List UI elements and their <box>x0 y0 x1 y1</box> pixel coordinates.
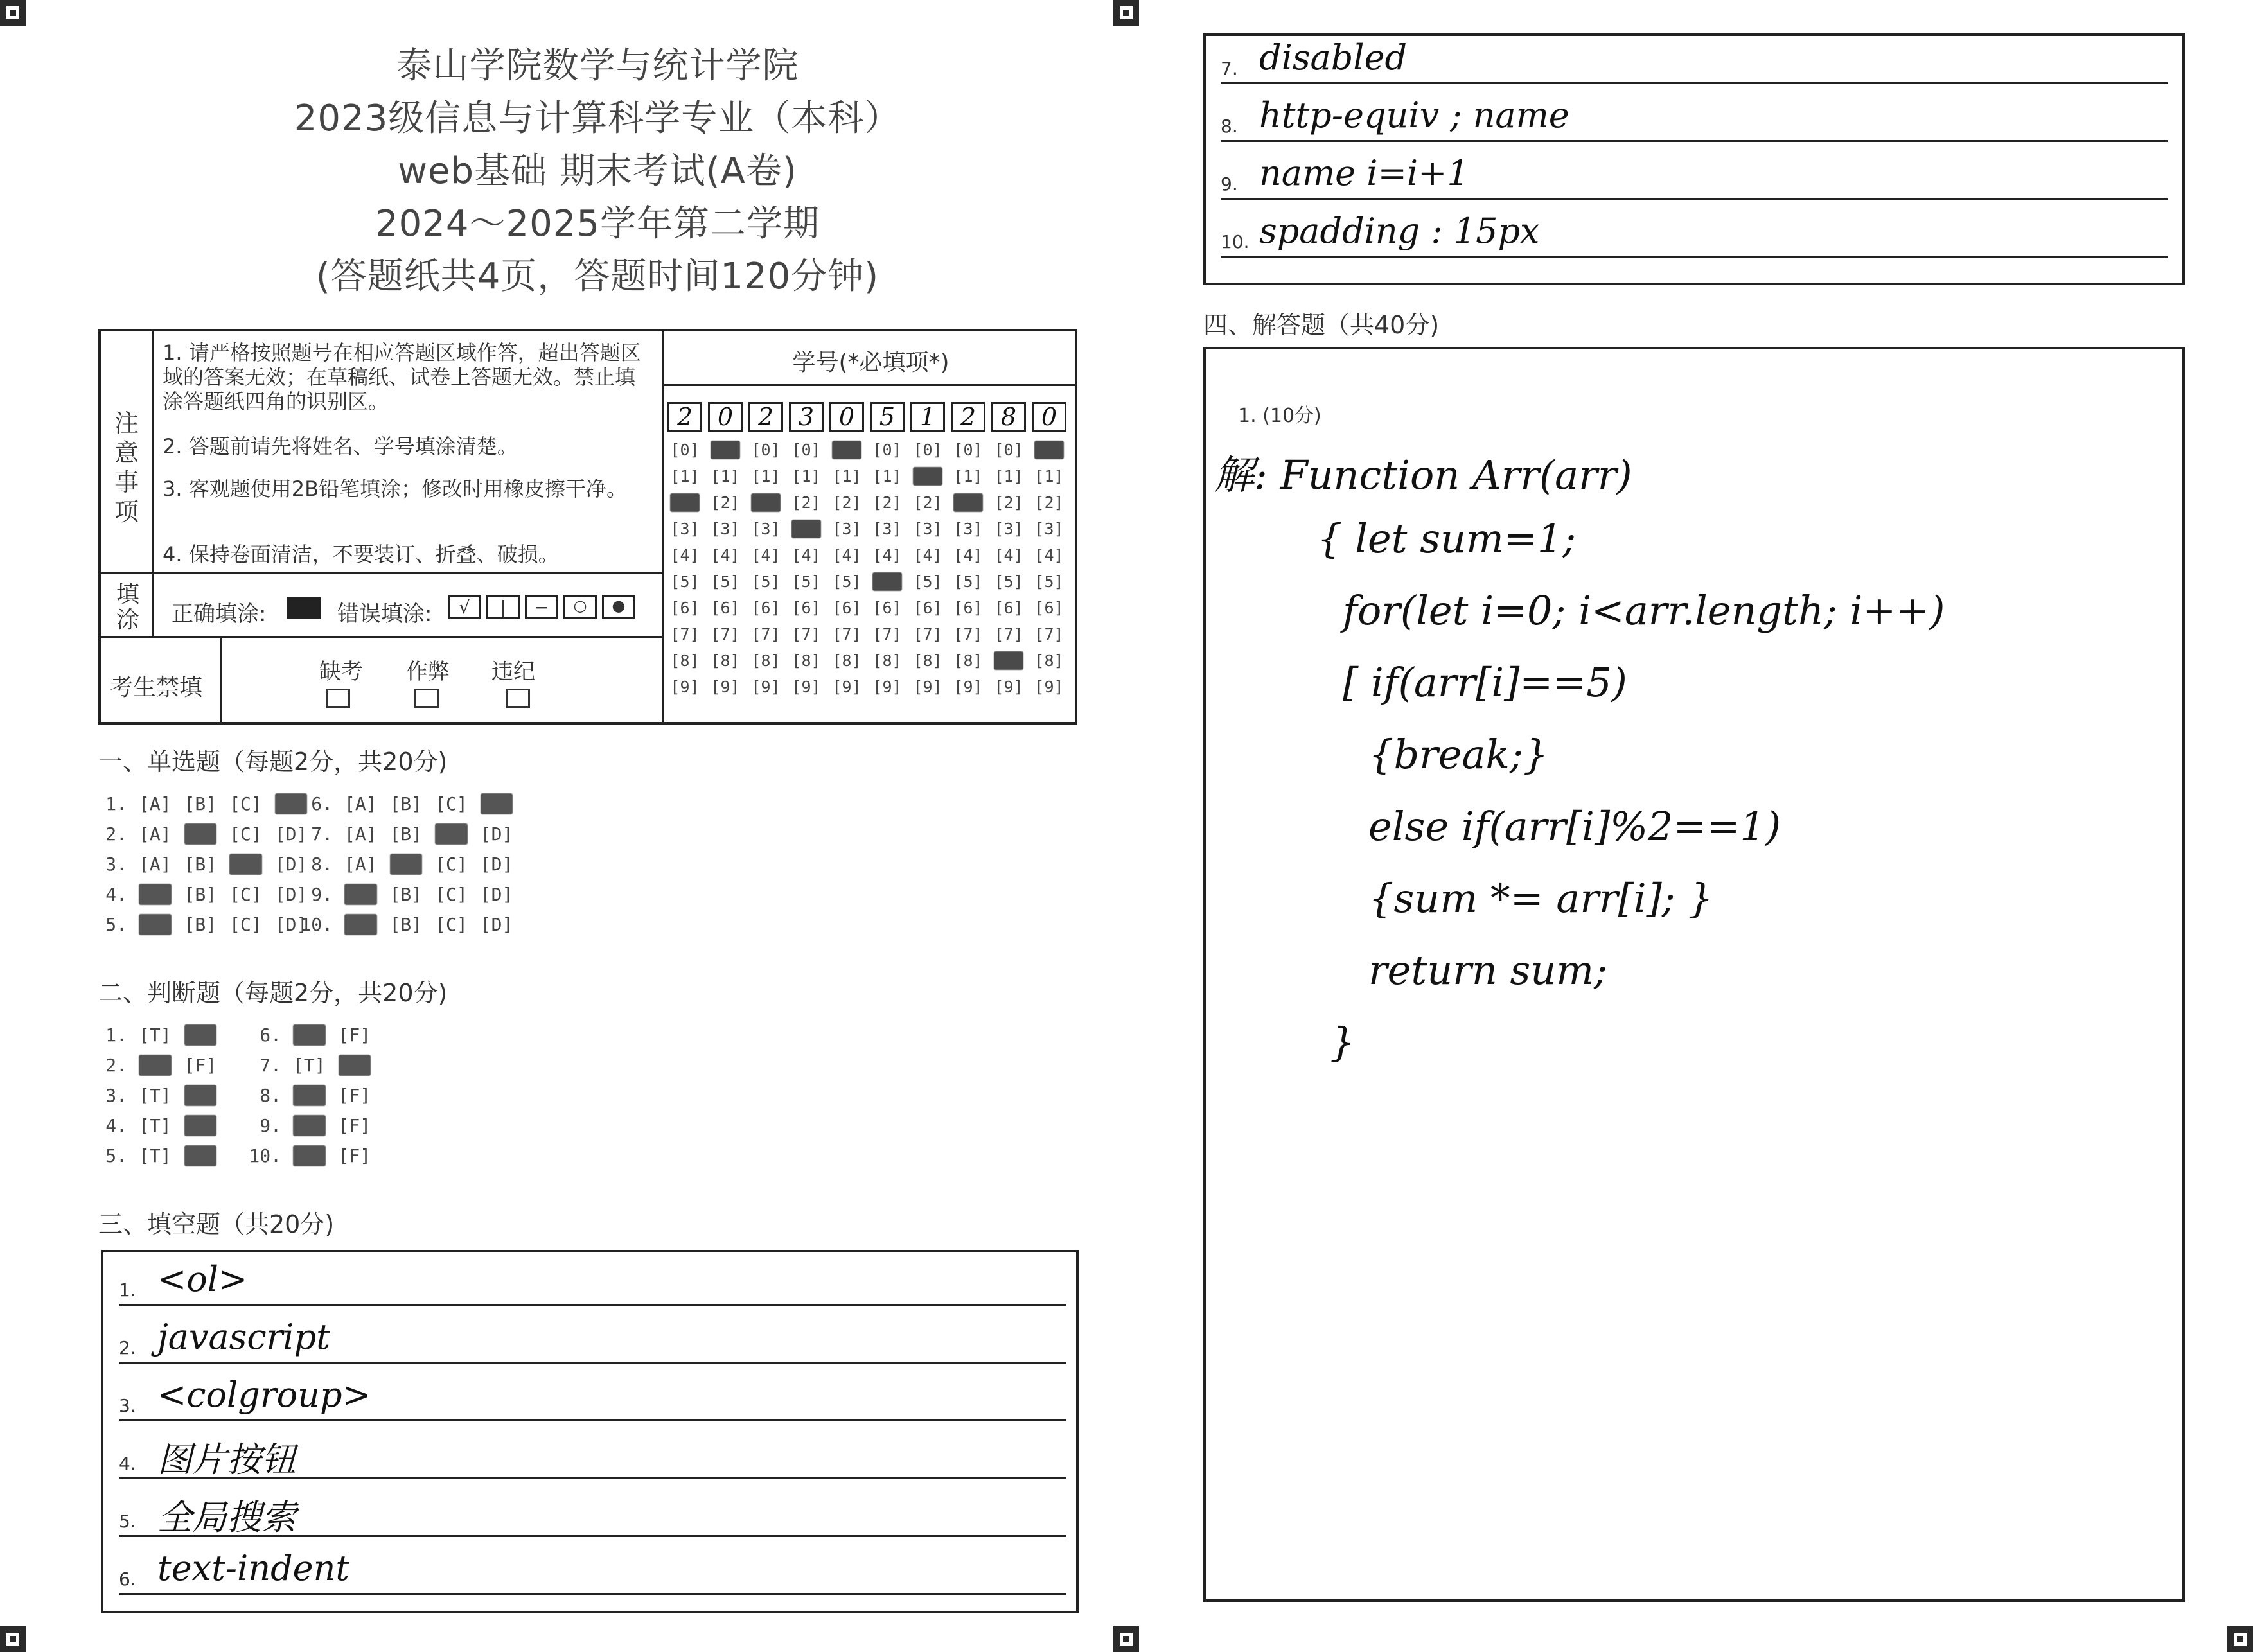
student-id-bubble[interactable]: [4] <box>751 546 781 565</box>
choice-option-d[interactable]: [D] <box>480 914 513 935</box>
tf-row <box>244 1024 384 1046</box>
tf-option-t[interactable]: [T] <box>293 1115 326 1136</box>
header-major: 2023级信息与计算科学专业（本科） <box>294 98 901 139</box>
notice-item-2: 2. 答题前请先将姓名、学号填涂清楚。 <box>163 434 518 459</box>
tf-option-f[interactable]: [F] <box>184 1115 217 1136</box>
tf-option-f[interactable]: [F] <box>184 1145 217 1166</box>
student-id-bubble[interactable]: [2] <box>711 493 740 512</box>
tf-question-number: 7. <box>260 1055 281 1076</box>
choice-option-c[interactable]: [C] <box>229 884 262 905</box>
tf-option-f[interactable]: [F] <box>184 1024 217 1046</box>
tf-row <box>244 1115 384 1136</box>
student-id-bubble[interactable]: [6] <box>994 599 1023 617</box>
q1-code-line: for(let i=0; i<arr.length; i++) <box>1343 587 1945 634</box>
tf-option-f[interactable]: [F] <box>184 1085 217 1106</box>
student-id-bubble[interactable]: [4] <box>832 546 861 565</box>
tf-row <box>244 1085 384 1106</box>
single-choice-title: 一、单选题（每题2分，共20分) <box>98 748 448 776</box>
choice-option-b[interactable]: [B] <box>389 793 423 814</box>
student-id-bubble[interactable]: [8] <box>751 651 781 670</box>
choice-row <box>90 884 320 905</box>
tf-row <box>244 1055 384 1076</box>
q1-code-line: } <box>1330 1019 1356 1066</box>
student-id-bubble[interactable]: [7] <box>1034 625 1064 644</box>
student-id-bubble[interactable]: [9] <box>711 678 740 696</box>
student-id-bubble[interactable]: [4] <box>913 546 942 565</box>
student-id-bubble[interactable]: [1] <box>791 467 821 486</box>
student-id-bubble[interactable]: [7] <box>791 625 821 644</box>
fill-blank-answer[interactable]: disabled <box>1259 37 1408 78</box>
student-id-bubble[interactable]: [8] <box>670 651 700 670</box>
choice-option-a[interactable]: [A] <box>344 914 377 935</box>
forbid-violation-checkbox[interactable] <box>506 689 530 708</box>
corner-marker-bottom-center <box>1113 1626 1139 1652</box>
choice-option-d[interactable]: [D] <box>274 854 308 875</box>
q1-code-line: {break;} <box>1368 731 1549 778</box>
notice-item-4: 4. 保持卷面清洁，不要装订、折叠、破损。 <box>163 542 559 567</box>
notice-item-3: 3. 客观题使用2B铅笔填涂；修改时用橡皮擦干净。 <box>163 477 628 501</box>
tf-row <box>90 1024 229 1046</box>
student-id-bubble[interactable]: [7] <box>832 625 861 644</box>
student-id-bubble[interactable]: [1] <box>751 467 781 486</box>
tf-option-f[interactable]: [F] <box>184 1055 217 1076</box>
fill-blank-number: 6. <box>119 1569 136 1590</box>
fill-blank-line <box>1221 198 2168 200</box>
fill-blank-number: 2. <box>119 1337 136 1358</box>
student-id-bubble[interactable]: [6] <box>791 599 821 617</box>
header-exam: web基础 期末考试(A卷) <box>398 150 797 192</box>
forbid-cheat-checkbox[interactable] <box>414 689 439 708</box>
tf-question-number: 3. <box>105 1085 127 1106</box>
choice-option-c[interactable]: [C] <box>435 884 468 905</box>
tf-question-number: 2. <box>105 1055 127 1076</box>
forbid-violation-label: 违纪 <box>491 659 535 685</box>
choice-option-b[interactable]: [B] <box>184 914 217 935</box>
student-id-bubble[interactable]: [1] <box>711 467 740 486</box>
student-id-bubble[interactable]: [7] <box>751 625 781 644</box>
tf-option-f[interactable]: [F] <box>338 1024 371 1046</box>
choice-option-c[interactable]: [C] <box>229 854 262 875</box>
fill-blank-title: 三、填空题（共20分) <box>98 1210 335 1238</box>
choice-option-a[interactable]: [A] <box>139 914 172 935</box>
student-id-digit: 2 <box>951 402 985 432</box>
student-id-bubble[interactable]: [7] <box>711 625 740 644</box>
student-id-bubble[interactable]: [0] <box>711 441 740 459</box>
choice-row <box>296 914 526 935</box>
fill-blank-answer[interactable]: <colgroup> <box>157 1375 371 1415</box>
student-id-bubble[interactable]: [9] <box>670 678 700 696</box>
choice-option-a[interactable]: [A] <box>344 854 377 875</box>
student-id-bubble[interactable]: [5] <box>670 572 700 591</box>
notice-box <box>98 329 1077 725</box>
tf-option-t[interactable]: [T] <box>139 1024 172 1046</box>
student-id-bubble[interactable]: [8] <box>953 651 983 670</box>
student-id-bubble[interactable]: [9] <box>994 678 1023 696</box>
student-id-digit: 3 <box>789 402 824 432</box>
choice-option-d[interactable]: [D] <box>274 823 308 845</box>
tf-question-number: 4. <box>105 1115 127 1136</box>
choice-row <box>296 823 526 845</box>
student-id-bubble[interactable]: [8] <box>913 651 942 670</box>
choice-question-number: 4. <box>105 884 127 905</box>
tf-option-t[interactable]: [T] <box>293 1085 326 1106</box>
student-id-bubble[interactable]: [3] <box>751 520 781 538</box>
choice-option-b[interactable]: [B] <box>184 854 217 875</box>
student-id-digit: 0 <box>829 402 864 432</box>
fill-blank-answer[interactable]: 图片按钮 <box>157 1439 296 1480</box>
notice-label: 注 意 事 项 <box>114 409 139 526</box>
choice-row <box>90 914 320 935</box>
choice-option-a[interactable]: [A] <box>139 793 172 814</box>
q1-code-line: return sum; <box>1368 947 1607 994</box>
student-id-bubble[interactable]: [8] <box>994 651 1023 670</box>
fill-blank-line <box>119 1362 1066 1364</box>
student-id-bubble[interactable]: [9] <box>1034 678 1064 696</box>
forbid-absent-checkbox[interactable] <box>326 689 350 708</box>
choice-option-d[interactable]: [D] <box>274 793 308 814</box>
student-id-bubble[interactable]: [2] <box>670 493 700 512</box>
tf-option-t[interactable]: [T] <box>293 1055 326 1076</box>
choice-question-number: 5. <box>105 914 127 935</box>
student-id-bubble[interactable]: [3] <box>872 520 902 538</box>
student-id-bubble[interactable]: [8] <box>711 651 740 670</box>
choice-option-a[interactable]: [A] <box>344 793 377 814</box>
student-id-bubble[interactable]: [2] <box>953 493 983 512</box>
true-false-title: 二、判断题（每题2分，共20分) <box>98 979 448 1007</box>
fill-blank-line <box>119 1304 1066 1306</box>
student-id-bubble[interactable]: [4] <box>953 546 983 565</box>
choice-option-c[interactable]: [C] <box>435 793 468 814</box>
student-id-digit: 0 <box>708 402 743 432</box>
student-id-bubble[interactable]: [7] <box>913 625 942 644</box>
student-id-bubble[interactable]: [0] <box>832 441 861 459</box>
student-id-bubble[interactable]: [8] <box>791 651 821 670</box>
student-id-bubble[interactable]: [6] <box>751 599 781 617</box>
header-note: (答题纸共4页，答题时间120分钟) <box>315 256 879 297</box>
tf-row <box>244 1145 384 1166</box>
fill-blank-answer[interactable]: http-equiv ; name <box>1259 95 1569 136</box>
tf-question-number: 1. <box>105 1024 127 1046</box>
student-id-bubble[interactable]: [7] <box>953 625 983 644</box>
choice-option-b[interactable]: [B] <box>389 914 423 935</box>
choice-option-a[interactable]: [A] <box>139 884 172 905</box>
student-id-bubble[interactable]: [1] <box>670 467 700 486</box>
student-id-title: 学号(*必填项*) <box>792 349 950 376</box>
choice-option-c[interactable]: [C] <box>229 793 262 814</box>
student-id-bubble[interactable]: [3] <box>1034 520 1064 538</box>
choice-question-number: 9. <box>311 884 333 905</box>
choice-question-number: 3. <box>105 854 127 875</box>
student-id-bubble[interactable]: [4] <box>791 546 821 565</box>
q1-code-line: [ if(arr[i]==5) <box>1343 659 1627 706</box>
choice-row <box>296 884 526 905</box>
student-id-bubble[interactable]: [0] <box>1034 441 1064 459</box>
fill-blank-answer[interactable]: text-indent <box>157 1548 350 1588</box>
choice-option-a[interactable]: [A] <box>139 854 172 875</box>
student-id-bubble[interactable]: [6] <box>872 599 902 617</box>
choice-row <box>296 854 526 875</box>
student-id-digit: 2 <box>748 402 783 432</box>
tf-row <box>90 1115 229 1136</box>
fill-blank-number: 8. <box>1221 116 1238 137</box>
choice-question-number: 6. <box>311 793 333 814</box>
tf-row <box>90 1055 229 1076</box>
student-id-bubble[interactable]: [1] <box>872 467 902 486</box>
choice-option-d[interactable]: [D] <box>480 793 513 814</box>
student-id-bubble[interactable]: [3] <box>913 520 942 538</box>
tf-row <box>90 1085 229 1106</box>
choice-option-b[interactable]: [B] <box>184 884 217 905</box>
student-id-bubble[interactable]: [3] <box>953 520 983 538</box>
student-id-bubble[interactable]: [3] <box>791 520 821 538</box>
student-id-bubble[interactable]: [0] <box>994 441 1023 459</box>
corner-marker-top-left <box>0 0 26 26</box>
choice-option-a[interactable]: [A] <box>344 823 377 845</box>
fill-blank-number: 4. <box>119 1453 136 1474</box>
q1-label: 1. (10分) <box>1238 405 1321 427</box>
choice-option-b[interactable]: [B] <box>184 793 217 814</box>
student-id-bubble[interactable]: [6] <box>953 599 983 617</box>
q1-code-line: {sum *= arr[i]; } <box>1368 875 1713 922</box>
fill-blank-number: 9. <box>1221 173 1238 195</box>
tf-option-t[interactable]: [T] <box>139 1115 172 1136</box>
student-id-bubble[interactable]: [5] <box>913 572 942 591</box>
student-id-bubble[interactable]: [2] <box>872 493 902 512</box>
correct-fill-label: 正确填涂: <box>172 601 267 627</box>
corner-marker-top-center <box>1113 0 1139 26</box>
forbid-absent-label: 缺考 <box>319 659 363 685</box>
tf-question-number: 9. <box>260 1115 281 1136</box>
fill-blank-answer[interactable]: spadding : 15px <box>1259 211 1540 251</box>
student-id-bubble[interactable]: [5] <box>791 572 821 591</box>
student-id-bubble[interactable]: [0] <box>872 441 902 459</box>
fill-blank-number: 1. <box>119 1279 136 1301</box>
student-id-bubble[interactable]: [2] <box>832 493 861 512</box>
fill-blank-answer[interactable]: name i=i+1 <box>1259 153 1469 193</box>
student-id-digit: 8 <box>991 402 1026 432</box>
header-school: 泰山学院数学与统计学院 <box>396 45 799 87</box>
student-id-digit: 0 <box>1032 402 1066 432</box>
choice-question-number: 10. <box>300 914 333 935</box>
fill-blank-line <box>1221 82 2168 84</box>
choice-question-number: 7. <box>311 823 333 845</box>
student-id-bubble[interactable]: [1] <box>994 467 1023 486</box>
fill-blank-line <box>1221 256 2168 258</box>
choice-option-c[interactable]: [C] <box>229 914 262 935</box>
choice-option-d[interactable]: [D] <box>274 884 308 905</box>
student-id-bubble[interactable]: [9] <box>791 678 821 696</box>
choice-row <box>90 823 320 845</box>
tf-option-t[interactable]: [T] <box>293 1145 326 1166</box>
student-id-bubble[interactable]: [0] <box>670 441 700 459</box>
student-id-bubble[interactable]: [5] <box>1034 572 1064 591</box>
tf-question-number: 5. <box>105 1145 127 1166</box>
student-id-bubble[interactable]: [5] <box>832 572 861 591</box>
student-id-bubble[interactable]: [2] <box>913 493 942 512</box>
tf-option-t[interactable]: [T] <box>293 1024 326 1046</box>
student-id-bubble[interactable]: [3] <box>711 520 740 538</box>
student-id-bubble[interactable]: [4] <box>670 546 700 565</box>
choice-row <box>90 854 320 875</box>
choice-option-d[interactable]: [D] <box>480 884 513 905</box>
student-id-bubble[interactable]: [0] <box>953 441 983 459</box>
fill-blank-answer[interactable]: <ol> <box>157 1259 248 1299</box>
choice-option-d[interactable]: [D] <box>480 854 513 875</box>
student-id-bubble[interactable]: [3] <box>670 520 700 538</box>
choice-option-a[interactable]: [A] <box>139 823 172 845</box>
tf-option-t[interactable]: [T] <box>139 1055 172 1076</box>
choice-question-number: 1. <box>105 793 127 814</box>
notice-item-1: 1. 请严格按照题号在相应答题区域作答，超出答题区域的答案无效；在草稿纸、试卷上答题无效。禁止填涂答题纸四角的识别区。 <box>163 340 641 414</box>
student-id-bubble[interactable]: [1] <box>913 467 942 486</box>
wrong-fill-samples: √ | − ○ ● <box>448 595 651 623</box>
student-id-bubble[interactable]: [8] <box>832 651 861 670</box>
student-id-bubble[interactable]: [7] <box>872 625 902 644</box>
student-id-bubble[interactable]: [6] <box>711 599 740 617</box>
student-id-bubble[interactable]: [2] <box>751 493 781 512</box>
student-id-bubble[interactable]: [9] <box>832 678 861 696</box>
student-id-bubble[interactable]: [9] <box>913 678 942 696</box>
tf-option-t[interactable]: [T] <box>139 1145 172 1166</box>
choice-option-b[interactable]: [B] <box>184 823 217 845</box>
student-id-bubble[interactable]: [3] <box>994 520 1023 538</box>
wrong-fill-label: 错误填涂: <box>337 601 432 627</box>
student-id-digit: 5 <box>870 402 905 432</box>
forbid-cheat-label: 作弊 <box>406 659 450 685</box>
student-id-bubble[interactable]: [4] <box>711 546 740 565</box>
student-id-bubble[interactable]: [6] <box>832 599 861 617</box>
fill-blank-number: 7. <box>1221 58 1238 79</box>
tf-option-f[interactable]: [F] <box>338 1115 371 1136</box>
student-id-bubble[interactable]: [2] <box>1034 493 1064 512</box>
fill-blank-number: 5. <box>119 1511 136 1532</box>
tf-option-f[interactable]: [F] <box>338 1145 371 1166</box>
student-id-digit: 1 <box>910 402 945 432</box>
choice-option-d[interactable]: [D] <box>274 914 308 935</box>
q1-code-line: else if(arr[i]%2==1) <box>1368 803 1781 850</box>
choice-row <box>296 793 526 814</box>
choice-option-b[interactable]: [B] <box>389 854 423 875</box>
choice-option-c[interactable]: [C] <box>229 823 262 845</box>
student-id-bubble[interactable]: [4] <box>872 546 902 565</box>
student-id-bubble[interactable]: [1] <box>1034 467 1064 486</box>
student-id-bubble[interactable]: [0] <box>913 441 942 459</box>
tf-question-number: 6. <box>260 1024 281 1046</box>
student-id-bubble[interactable]: [7] <box>994 625 1023 644</box>
fill-blank-line <box>119 1593 1066 1595</box>
student-id-bubble[interactable]: [9] <box>953 678 983 696</box>
forbid-label: 考生禁填 <box>110 674 203 701</box>
corner-marker-bottom-left <box>0 1626 26 1652</box>
choice-option-d[interactable]: [D] <box>480 823 513 845</box>
tf-option-f[interactable]: [F] <box>338 1085 371 1106</box>
student-id-bubble[interactable]: [6] <box>670 599 700 617</box>
choice-question-number: 2. <box>105 823 127 845</box>
student-id-bubble[interactable]: [2] <box>791 493 821 512</box>
q1-code-line: 解: Function Arr(arr) <box>1214 452 1632 498</box>
student-id-bubble[interactable]: [3] <box>832 520 861 538</box>
fill-label: 填涂 <box>116 581 139 633</box>
answer-questions-title: 四、解答题（共40分) <box>1203 311 1440 339</box>
student-id-bubble[interactable]: [6] <box>913 599 942 617</box>
student-id-bubble[interactable]: [2] <box>994 493 1023 512</box>
student-id-bubble[interactable]: [0] <box>791 441 821 459</box>
tf-option-t[interactable]: [T] <box>139 1085 172 1106</box>
student-id-bubble[interactable]: [6] <box>1034 599 1064 617</box>
student-id-bubble[interactable]: [5] <box>751 572 781 591</box>
tf-option-f[interactable]: [F] <box>338 1055 371 1076</box>
tf-row <box>90 1145 229 1166</box>
student-id-bubble[interactable]: [7] <box>670 625 700 644</box>
fill-blank-line <box>119 1419 1066 1421</box>
header-term: 2024～2025学年第二学期 <box>375 203 820 245</box>
choice-option-c[interactable]: [C] <box>435 914 468 935</box>
choice-option-a[interactable]: [A] <box>344 884 377 905</box>
choice-option-c[interactable]: [C] <box>435 854 468 875</box>
student-id-bubble[interactable]: [4] <box>994 546 1023 565</box>
fill-blank-number: 10. <box>1221 231 1250 252</box>
choice-option-c[interactable]: [C] <box>435 823 468 845</box>
correct-fill-sample <box>287 597 321 619</box>
corner-marker-bottom-right <box>2227 1626 2253 1652</box>
tf-question-number: 8. <box>260 1085 281 1106</box>
student-id-bubble[interactable]: [8] <box>872 651 902 670</box>
student-id-bubble[interactable]: [1] <box>953 467 983 486</box>
student-id-digit: 2 <box>667 402 702 432</box>
student-id-bubble[interactable]: [8] <box>1034 651 1064 670</box>
student-id-bubble[interactable]: [9] <box>872 678 902 696</box>
student-id-bubble[interactable]: [5] <box>994 572 1023 591</box>
choice-question-number: 8. <box>311 854 333 875</box>
q1-code-line: { let sum=1; <box>1317 515 1577 562</box>
student-id-bubble[interactable]: [0] <box>751 441 781 459</box>
fill-blank-number: 3. <box>119 1395 136 1416</box>
student-id-bubble[interactable]: [1] <box>832 467 861 486</box>
student-id-bubble[interactable]: [5] <box>953 572 983 591</box>
choice-row <box>90 793 320 814</box>
fill-blank-answer[interactable]: javascript <box>157 1317 330 1357</box>
fill-blank-line <box>1221 140 2168 142</box>
student-id-bubble[interactable]: [5] <box>711 572 740 591</box>
choice-option-b[interactable]: [B] <box>389 823 423 845</box>
choice-option-b[interactable]: [B] <box>389 884 423 905</box>
student-id-bubble[interactable]: [4] <box>1034 546 1064 565</box>
student-id-bubble[interactable]: [5] <box>872 572 902 591</box>
fill-blank-answer[interactable]: 全局搜索 <box>157 1497 296 1538</box>
student-id-bubble[interactable]: [9] <box>751 678 781 696</box>
tf-question-number: 10. <box>249 1145 281 1166</box>
